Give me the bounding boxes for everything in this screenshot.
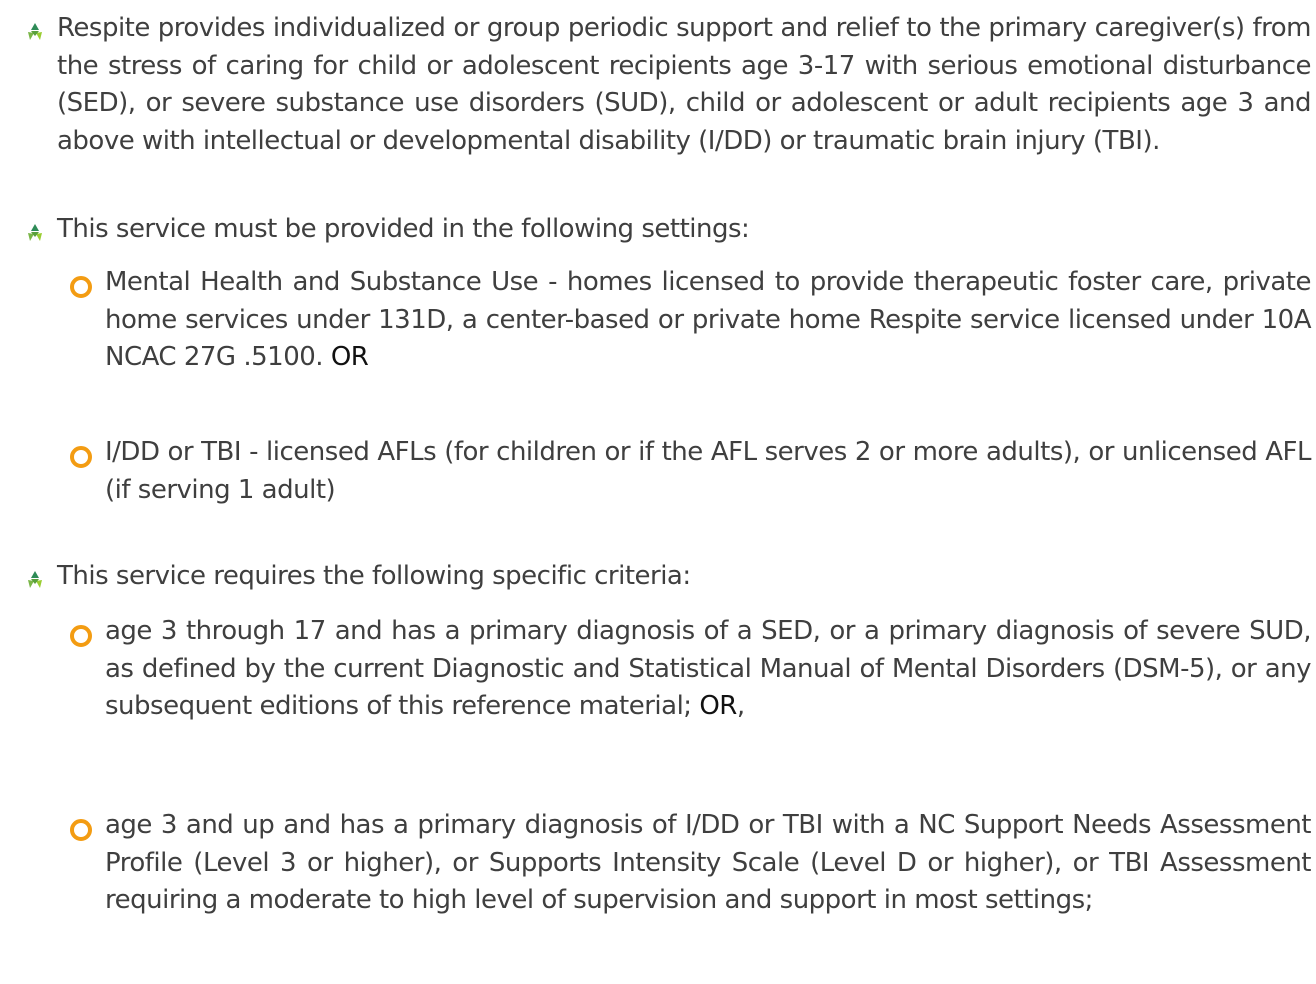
list-item-text: This service requires the following specific criteria: (57, 561, 691, 591)
sub-list-item (105, 264, 1311, 377)
sub-list-item (105, 613, 1311, 726)
sub-list-item-text: I/DD or TBI - licensed AFLs (for children or if the AFL serves 2 or more adults), or unlicensed AFL (if serving 1 adult) (105, 437, 1311, 505)
sub-list-item-text: age 3 and up and has a primary diagnosis of I/DD or TBI with a NC Support Needs Assessment Profile (Level 3 or higher), or Supports Intensity Scale (Level D or higher), or TBI Assessment requiring a moderate to high level of supervision and support in most settings; (105, 810, 1311, 915)
leaf-cluster-icon (24, 223, 46, 243)
list-item-text: This service must be provided in the following settings: (57, 214, 750, 244)
sub-list-item (105, 434, 1311, 509)
hollow-circle-icon (69, 624, 93, 648)
sub-list-item (105, 807, 1311, 920)
or-emphasis: OR (699, 691, 737, 721)
or-emphasis: OR (330, 342, 369, 372)
hollow-circle-icon (69, 275, 93, 299)
list-item-text: Respite provides individualized or group periodic support and relief to the primary caregiver(s) from the stress of caring for child or adolescent recipients age 3-17 with serious emotional disturbance (SED), or severe substance use disorders (SUD), child or adolescent or adult recipients age 3 and above with intellectual or developmental disability (I/DD) or traumatic brain injury (TBI). (57, 13, 1311, 156)
leaf-cluster-icon (24, 22, 46, 42)
sub-list-item-text: age 3 through 17 and has a primary diagnosis of a SED, or a primary diagnosis of severe SUD, as defined by the current Diagnostic and Statistical Manual of Mental Disorders (DSM-5), or any subsequent editions of this reference material; (105, 616, 1311, 721)
list-item (57, 10, 1311, 160)
sub-list-item-text: Mental Health and Substance Use - homes licensed to provide therapeutic foster care, private home services under 131D, a center-based or private home Respite service licensed under 10A NCAC 27G .5100. (105, 267, 1311, 372)
hollow-circle-icon (69, 818, 93, 842)
list-item (57, 558, 1311, 596)
hollow-circle-icon (69, 445, 93, 469)
leaf-cluster-icon (24, 570, 46, 590)
trailing-comma: , (736, 691, 745, 721)
list-item (57, 211, 1311, 249)
